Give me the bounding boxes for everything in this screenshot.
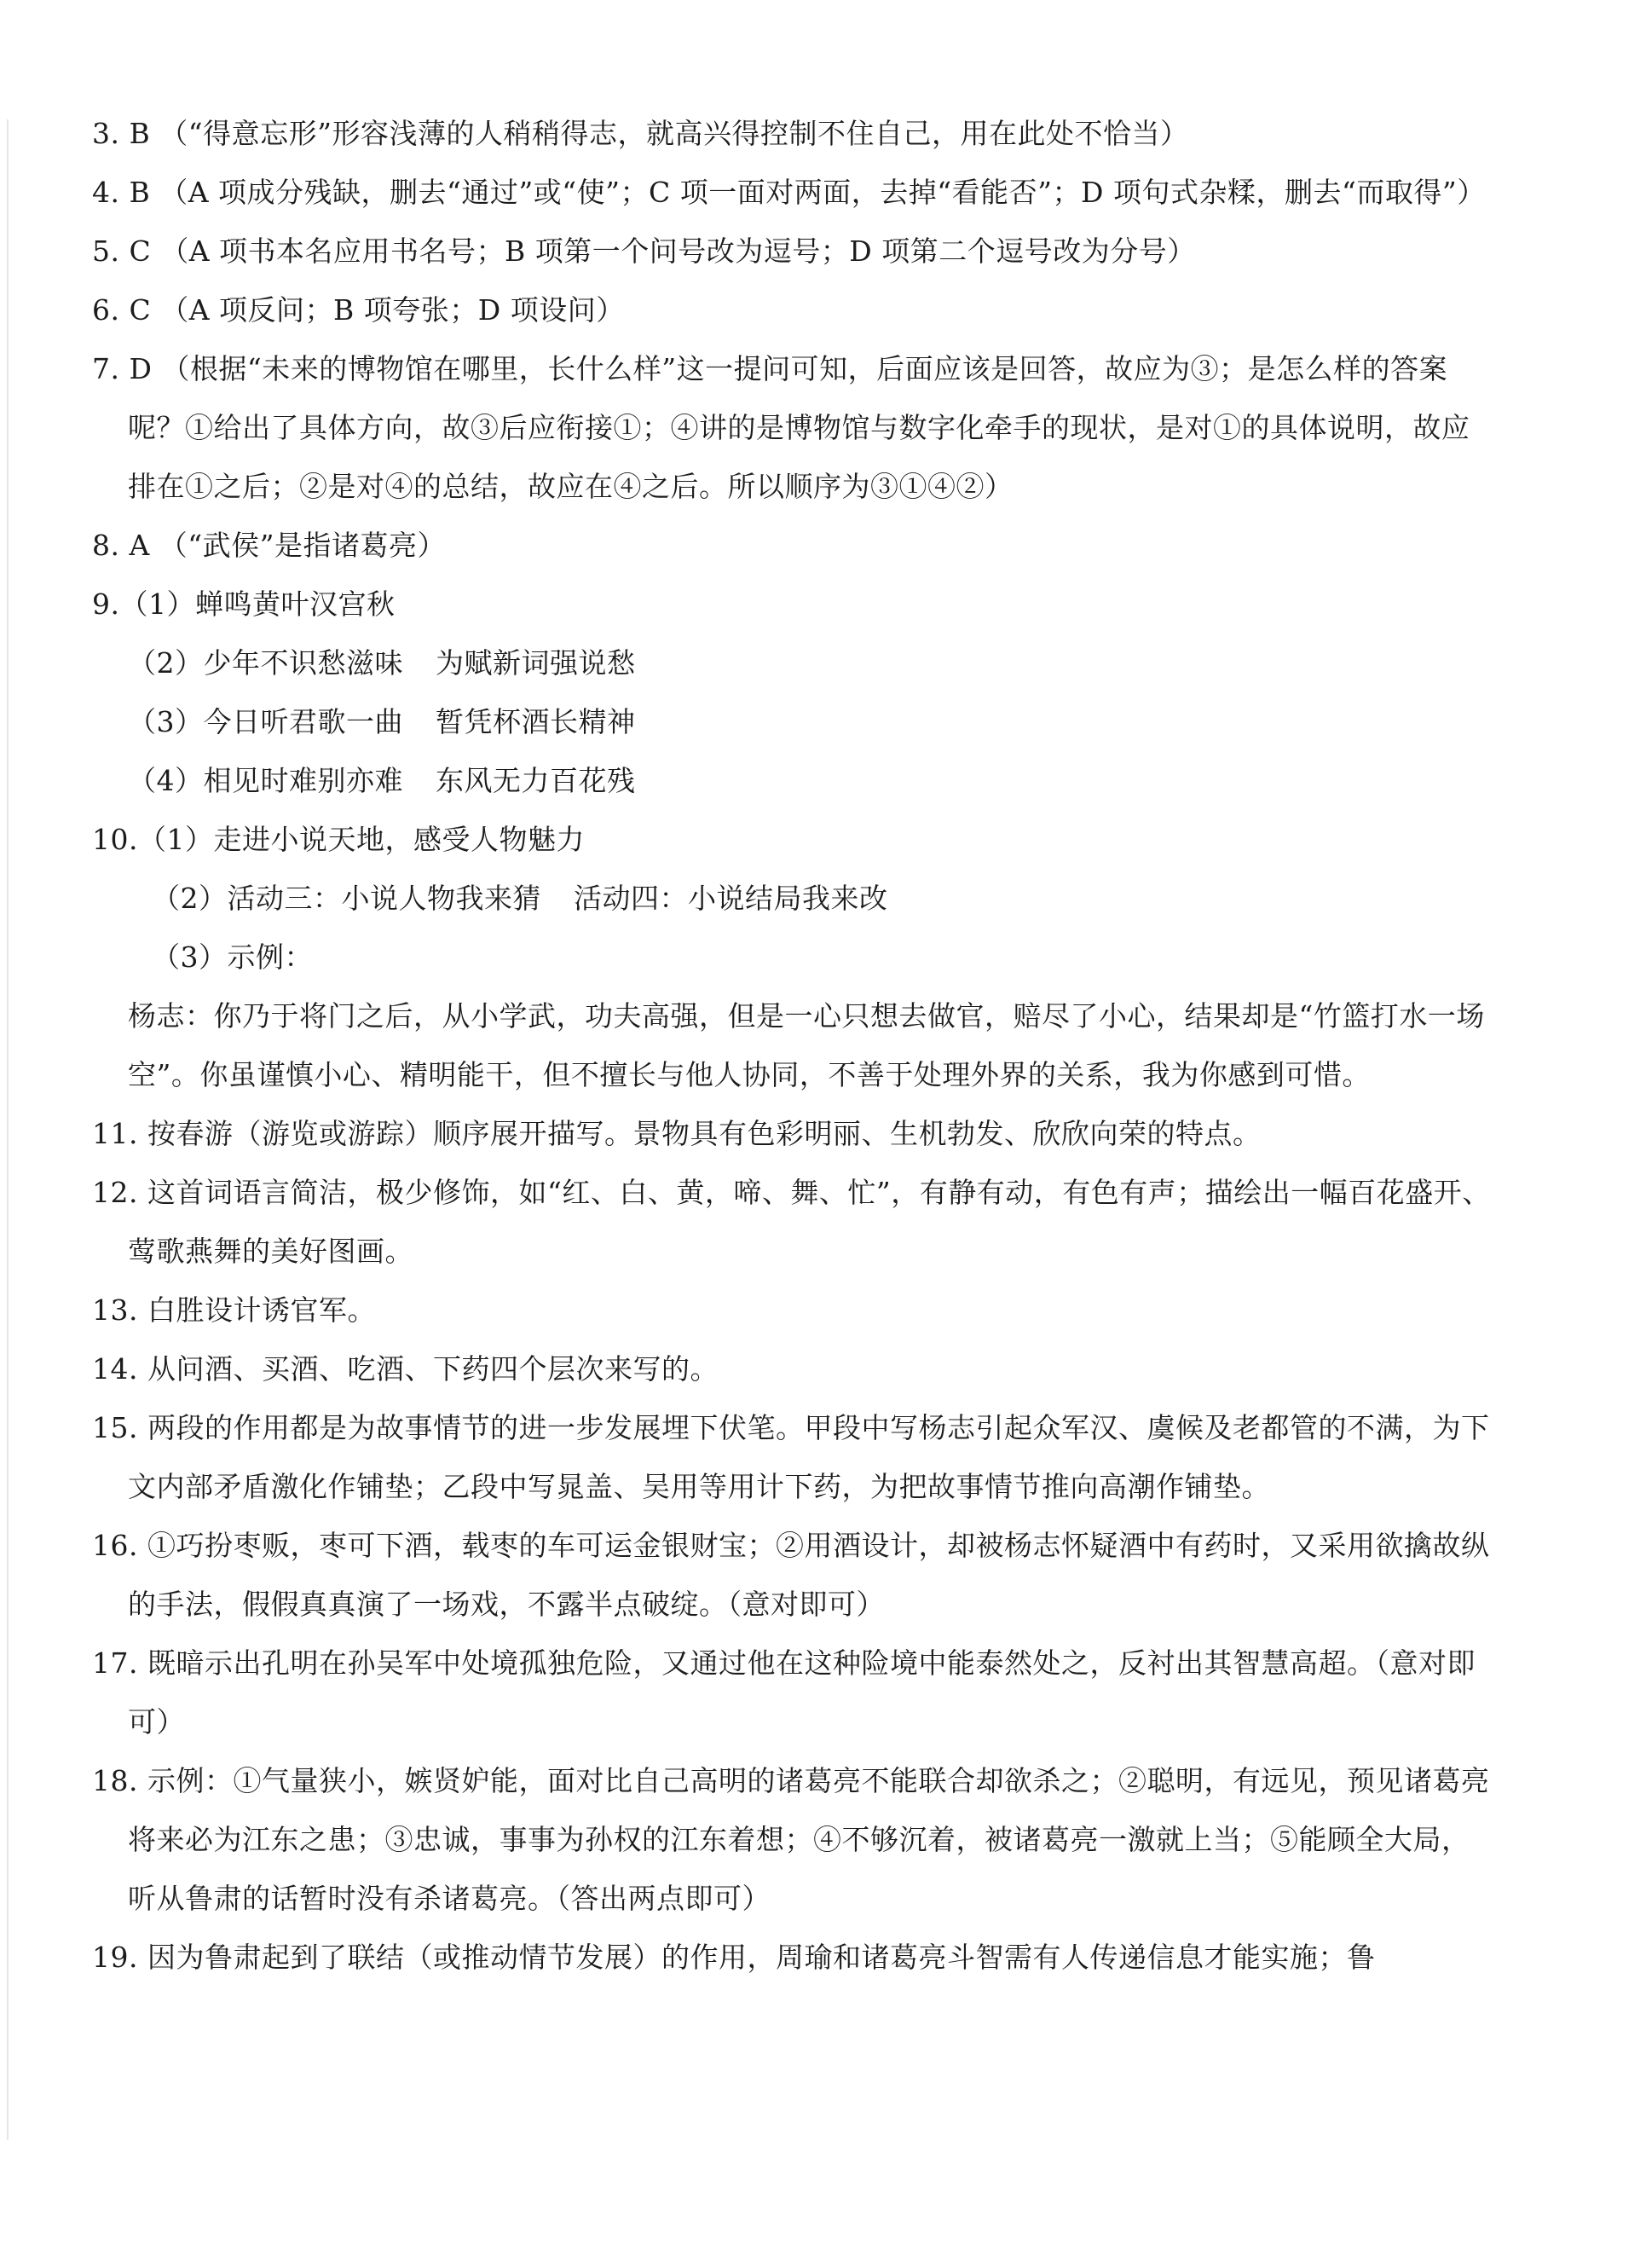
answer-17: 17. 既暗示出孔明在孙吴军中处境孤独危险，又通过他在这种险境中能泰然处之，反衬出其智慧高超。（意对即可）: [92, 1646, 1476, 1739]
answer-9-part-3-line-a: （3）今日听君歌一曲: [128, 705, 403, 738]
answer-7: 7. D （根据“未来的博物馆在哪里，长什么样”这一提问可知，后面应该是回答，故应为③；是怎么样的答案呢？①给出了具体方向，故③后应衔接①；④讲的是博物馆与数字化牵手的现状，是对①的具体说明，故应排在①之后；②是对④的总结，故应在④之后。所以顺序为③①④②）: [92, 352, 1470, 503]
answer-9-part-2: [92, 634, 1497, 692]
answer-9-part-3: [92, 692, 1497, 751]
answer-8: 8. A （“武侯”是指诸葛亮）: [92, 529, 447, 562]
answer-10-part-2: [92, 869, 1497, 928]
answer-10-example: 杨志：你乃于将门之后，从小学武，功夫高强，但是一心只想去做官，赔尽了小心，结果却是“竹篮打水一场空”。你虽谨慎小心、精明能干，但不擅长与他人协同，不善于处理外界的关系，我为你感到可惜。: [128, 999, 1485, 1091]
answer-4: 4. B （A 项成分残缺，删去“通过”或“使”；C 项一面对两面，去掉“看能否”；D 项句式杂糅，删去“而取得”）: [92, 176, 1486, 209]
answer-10-part-1: 10.（1）走进小说天地，感受人物魅力: [92, 823, 585, 856]
answer-9-part-3-line-b: 暂凭杯酒长精神: [436, 705, 636, 738]
answer-6: 6. C （A 项反问；B 项夸张；D 项设问）: [92, 293, 625, 327]
answer-10-part-3: （3）示例：: [152, 940, 313, 974]
answer-16: 16. ①巧扮枣贩，枣可下酒，载枣的车可运金银财宝；②用酒设计，却被杨志怀疑酒中有药时，又采用欲擒故纵的手法，假假真真演了一场戏，不露半点破绽。（意对即可）: [92, 1529, 1490, 1621]
answer-10-part-2-activity-4: 活动四：小说结局我来改: [574, 882, 888, 915]
answer-9-part-4-line-a: （4）相见时难别亦难: [128, 764, 403, 797]
answer-19: 19. 因为鲁肃起到了联结（或推动情节发展）的作用，周瑜和诸葛亮斗智需有人传递信息才能实施；鲁: [92, 1941, 1376, 1974]
answer-18: 18. 示例：①气量狭小，嫉贤妒能，面对比自己高明的诸葛亮不能联合却欲杀之；②聪明，有远见，预见诸葛亮将来必为江东之患；③忠诚，事事为孙权的江东着想；④不够沉着，被诸葛亮一激就上当；⑤能顾全大局，听从鲁肃的话暂时没有杀诸葛亮。（答出两点即可）: [92, 1764, 1490, 1915]
answer-14: 14. 从问酒、买酒、吃酒、下药四个层次来写的。: [92, 1352, 719, 1386]
answer-5: 5. C （A 项书本名应用书名号；B 项第一个问号改为逗号；D 项第二个逗号改为分号）: [92, 234, 1196, 268]
answer-9-part-4-line-b: 东风无力百花残: [436, 764, 636, 797]
answer-9-part-4: [92, 751, 1497, 810]
answer-12: 12. 这首词语言简洁，极少修饰，如“红、白、黄，啼、舞、忙”，有静有动，有色有声；描绘出一幅百花盛开、莺歌燕舞的美好图画。: [92, 1176, 1491, 1268]
answer-9-part-1: 9.（1）蝉鸣黄叶汉宫秋: [92, 587, 396, 621]
answer-key-content: [92, 104, 1497, 1987]
answer-15: 15. 两段的作用都是为故事情节的进一步发展埋下伏笔。甲段中写杨志引起众军汉、虞候及老都管的不满，为下文内部矛盾激化作铺垫；乙段中写晁盖、吴用等用计下药，为把故事情节推向高潮作铺垫。: [92, 1411, 1490, 1503]
answer-11: 11. 按春游（游览或游踪）顺序展开描写。景物具有色彩明丽、生机勃发、欣欣向荣的特点。: [92, 1117, 1262, 1150]
answer-10-part-2-activity-3: （2）活动三：小说人物我来猜: [152, 882, 541, 915]
answer-13: 13. 白胜设计诱官军。: [92, 1293, 376, 1327]
answer-3: 3. B （“得意忘形”形容浅薄的人稍稍得志，就高兴得控制不住自己，用在此处不恰当）: [92, 117, 1189, 150]
answer-9-part-2-line-a: （2）少年不识愁滋味: [128, 646, 403, 680]
page-edge-line: [7, 119, 9, 2140]
answer-9-part-2-line-b: 为赋新词强说愁: [436, 646, 636, 680]
